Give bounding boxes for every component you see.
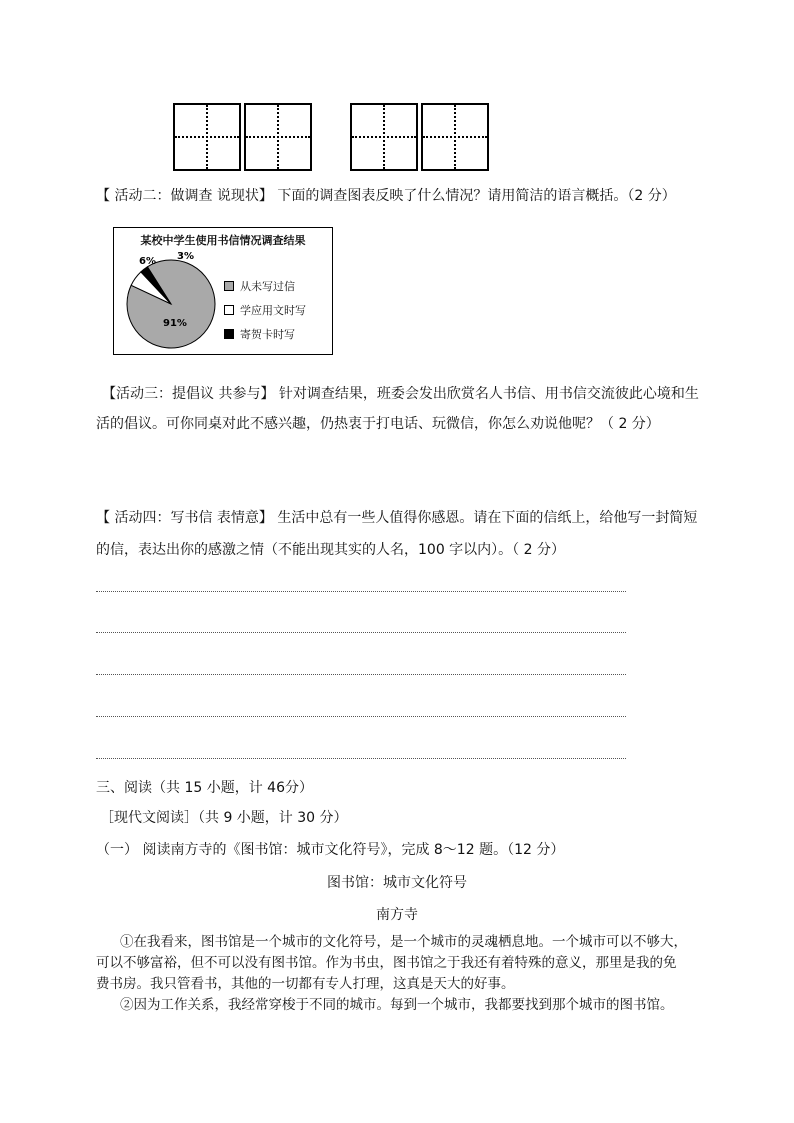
legend-swatch-practical (224, 305, 234, 315)
article-author: 南方寺 (376, 907, 418, 923)
writing-grid-box-4[interactable] (421, 103, 489, 171)
legend-label-never: 从未写过信 (240, 280, 295, 293)
para1-line2: 可以不够富裕，但不可以没有图书馆。作为书虫，图书馆之于我还有着特殊的意义，那里是我的免 (96, 955, 677, 971)
activity2-label: 【 活动二：做调查 说现状】 (96, 188, 273, 204)
section3-subheading: ［现代文阅读］（共 9 小题，计 30 分） (100, 810, 348, 826)
chart-title: 某校中学生使用书信情况调查结果 (140, 234, 306, 247)
pie-chart (116, 246, 226, 356)
legend-swatch-never (224, 281, 234, 291)
activity3-line2: 活的倡议。可你同桌对此不感兴趣，仍热衷于打电话、玩微信，你怎么劝说他呢？（ 2 分） (96, 416, 660, 432)
activity4-line1 (96, 508, 697, 528)
activity3-label: 【活动三：提倡议 共参与】 (102, 386, 275, 402)
section3-part1: （一） 阅读南方寺的《图书馆：城市文化符号》，完成 8～12 题。（12 分） (96, 842, 565, 858)
section3-heading: 三、阅读（共 15 小题，计 46分） (96, 780, 313, 796)
activity4-line2: 的信，表达出你的感激之情（不能出现其实的人名，100 字以内）。（ 2 分） (96, 542, 565, 558)
para2-line1: ②因为工作关系，我经常穿梭于不同的城市。每到一个城市，我都要找到那个城市的图书馆。 (120, 997, 674, 1013)
letter-writing-line-3[interactable] (96, 674, 626, 675)
activity3-line1 (102, 384, 699, 404)
pie-label-practical: 6% (139, 256, 156, 267)
para1-line1: ①在我看来，图书馆是一个城市的文化符号，是一个城市的灵魂栖息地。一个城市可以不够大， (120, 934, 687, 950)
activity4-text1: 生活中总有一些人值得你感恩。请在下面的信纸上，给他写一封简短 (277, 510, 698, 526)
letter-writing-line-5[interactable] (96, 758, 626, 759)
writing-grid-box-1[interactable] (173, 103, 241, 171)
survey-chart (113, 227, 333, 355)
activity3-text1: 针对调查结果，班委会发出欣赏名人书信、用书信交流彼此心境和生 (278, 386, 699, 402)
legend-label-practical: 学应用文时写 (240, 304, 306, 317)
letter-writing-line-2[interactable] (96, 632, 626, 633)
article-title: 图书馆：城市文化符号 (327, 875, 467, 891)
para1-line3: 费书房。我只管看书，其他的一切都有专人打理，这真是天大的好事。 (96, 976, 515, 992)
legend-item-cards (224, 326, 295, 342)
legend-label-cards: 寄贺卡时写 (240, 328, 295, 341)
activity2-prompt (96, 186, 676, 206)
pie-label-cards: 3% (177, 251, 194, 262)
pie-label-never: 91% (163, 318, 187, 329)
letter-writing-line-4[interactable] (96, 716, 626, 717)
letter-writing-line-1[interactable] (96, 591, 626, 592)
writing-grid-box-3[interactable] (350, 103, 418, 171)
legend-item-never (224, 278, 295, 294)
activity4-label: 【 活动四：写书信 表情意】 (96, 510, 273, 526)
legend-swatch-cards (224, 329, 234, 339)
activity2-question: 下面的调查图表反映了什么情况？请用简洁的语言概括。（2 分） (277, 188, 676, 204)
article-body (96, 932, 706, 1016)
legend-item-practical (224, 302, 306, 318)
writing-grid-box-2[interactable] (244, 103, 312, 171)
